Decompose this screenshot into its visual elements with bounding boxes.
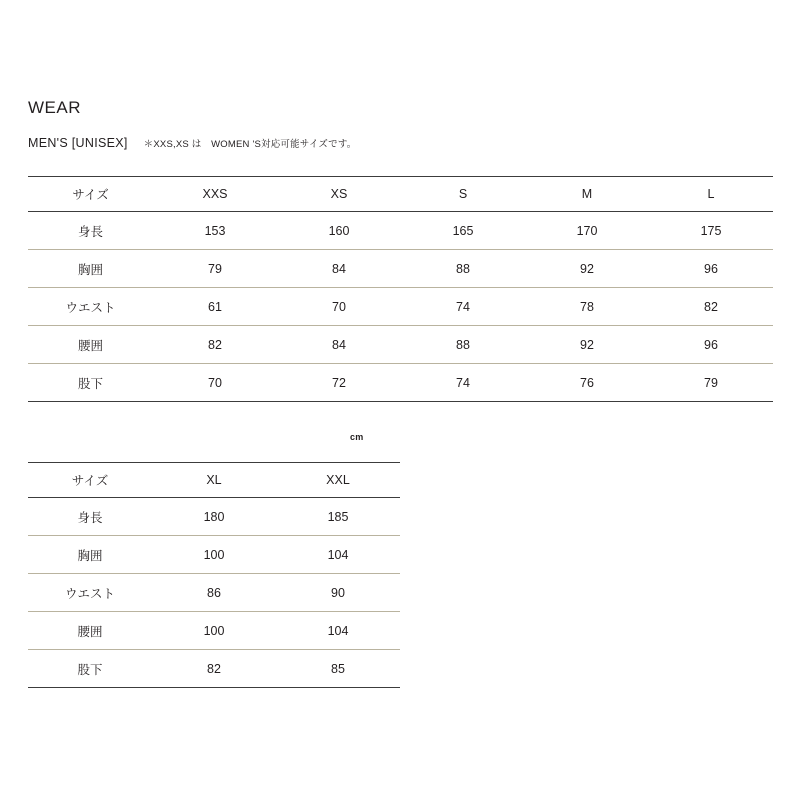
table-header-cell: XL bbox=[152, 463, 276, 498]
table-cell: 70 bbox=[277, 288, 401, 326]
row-label: 身長 bbox=[28, 498, 152, 536]
table-cell: 84 bbox=[277, 250, 401, 288]
table-cell: 100 bbox=[152, 536, 276, 574]
table-header-cell: M bbox=[525, 177, 649, 212]
table-cell: 74 bbox=[401, 364, 525, 402]
table-row bbox=[28, 650, 400, 688]
table-header-row bbox=[28, 463, 400, 498]
table-row bbox=[28, 326, 773, 364]
table-cell: 165 bbox=[401, 212, 525, 250]
table-row bbox=[28, 250, 773, 288]
table-cell: 79 bbox=[649, 364, 773, 402]
row-label: 股下 bbox=[28, 650, 152, 688]
row-label: 胸囲 bbox=[28, 536, 152, 574]
size-table-primary bbox=[28, 176, 773, 402]
row-label: ウエスト bbox=[28, 288, 153, 326]
table-header-cell: XS bbox=[277, 177, 401, 212]
table-cell: 84 bbox=[277, 326, 401, 364]
category-note: ＊XXS,XS は WOMEN 'S対応可能サイズです。 bbox=[143, 139, 357, 150]
table-cell: 76 bbox=[525, 364, 649, 402]
table-row bbox=[28, 536, 400, 574]
table-cell: 104 bbox=[276, 536, 400, 574]
row-label: 腰囲 bbox=[28, 326, 153, 364]
table-cell: 79 bbox=[153, 250, 277, 288]
table-row bbox=[28, 498, 400, 536]
table-cell: 88 bbox=[401, 250, 525, 288]
table-header-row bbox=[28, 177, 773, 212]
table-row bbox=[28, 364, 773, 402]
table-cell: 82 bbox=[153, 326, 277, 364]
table-cell: 160 bbox=[277, 212, 401, 250]
table-header-cell: XXS bbox=[153, 177, 277, 212]
table-cell: 185 bbox=[276, 498, 400, 536]
table-row bbox=[28, 288, 773, 326]
table-header-cell: S bbox=[401, 177, 525, 212]
table-cell: 72 bbox=[277, 364, 401, 402]
table-cell: 61 bbox=[153, 288, 277, 326]
table-cell: 70 bbox=[153, 364, 277, 402]
table-header-cell: XXL bbox=[276, 463, 400, 498]
row-label: 胸囲 bbox=[28, 250, 153, 288]
table-cell: 85 bbox=[276, 650, 400, 688]
table-cell: 88 bbox=[401, 326, 525, 364]
row-label: 身長 bbox=[28, 212, 153, 250]
table-cell: 78 bbox=[525, 288, 649, 326]
table-row bbox=[28, 612, 400, 650]
table-header-cell: L bbox=[649, 177, 773, 212]
subtitle-row bbox=[28, 136, 356, 150]
table-header-cell: サイズ bbox=[28, 177, 153, 212]
page-title: WEAR bbox=[28, 98, 81, 117]
size-table-secondary bbox=[28, 462, 400, 688]
row-label: 股下 bbox=[28, 364, 153, 402]
table-cell: 74 bbox=[401, 288, 525, 326]
table-row bbox=[28, 212, 773, 250]
table-header-cell: サイズ bbox=[28, 463, 152, 498]
table-cell: 96 bbox=[649, 250, 773, 288]
table-cell: 170 bbox=[525, 212, 649, 250]
table-cell: 175 bbox=[649, 212, 773, 250]
table-cell: 92 bbox=[525, 326, 649, 364]
table-cell: 82 bbox=[649, 288, 773, 326]
table-cell: 153 bbox=[153, 212, 277, 250]
unit-label: cm bbox=[350, 432, 364, 442]
table-row bbox=[28, 574, 400, 612]
table-cell: 104 bbox=[276, 612, 400, 650]
row-label: ウエスト bbox=[28, 574, 152, 612]
table-cell: 82 bbox=[152, 650, 276, 688]
table-cell: 90 bbox=[276, 574, 400, 612]
row-label: 腰囲 bbox=[28, 612, 152, 650]
table-cell: 100 bbox=[152, 612, 276, 650]
table-cell: 86 bbox=[152, 574, 276, 612]
table-cell: 180 bbox=[152, 498, 276, 536]
category-label: MEN'S [UNISEX] bbox=[28, 136, 128, 150]
table-cell: 92 bbox=[525, 250, 649, 288]
table-cell: 96 bbox=[649, 326, 773, 364]
